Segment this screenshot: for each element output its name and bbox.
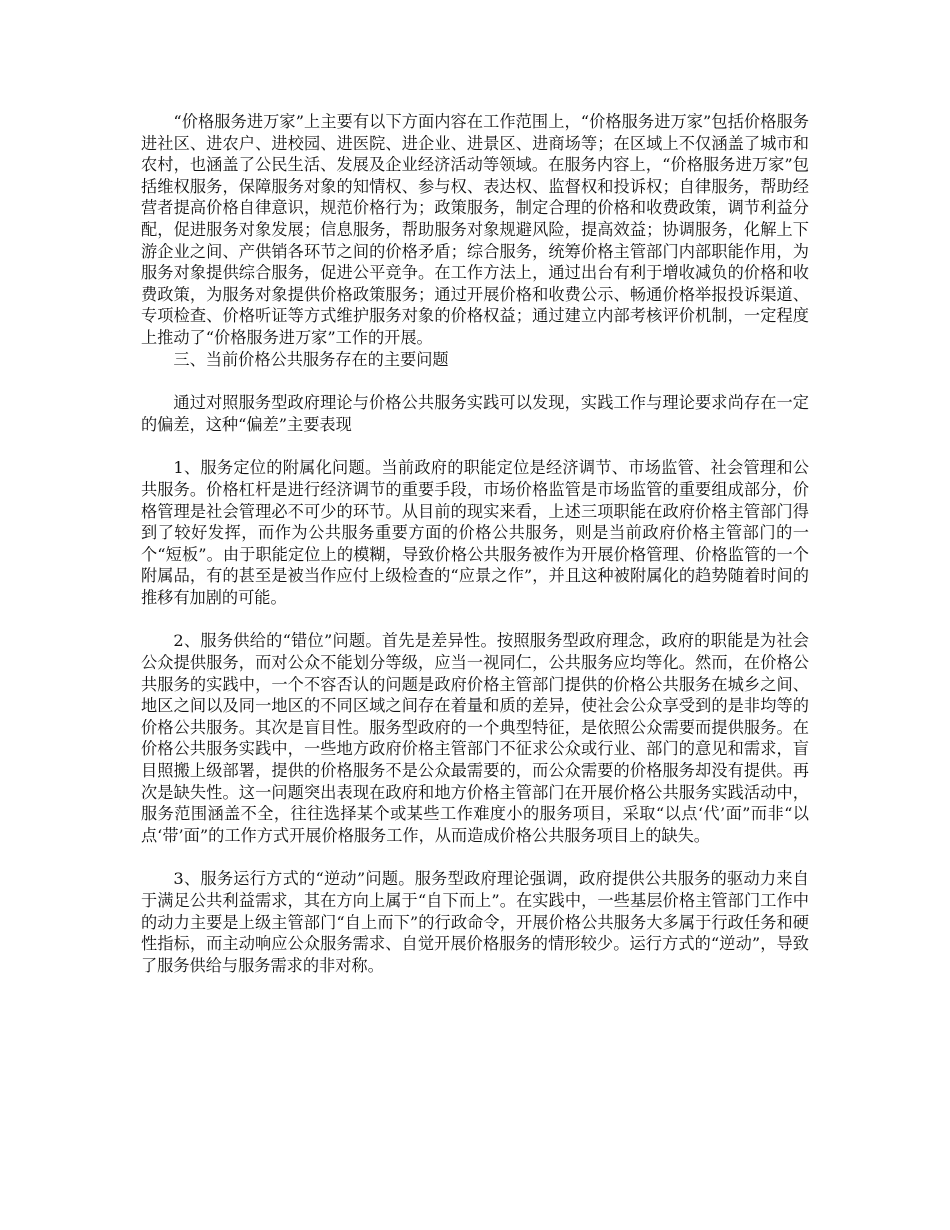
- paragraph-issue-2: 2、服务供给的“错位”问题。首先是差异性。按照服务型政府理念，政府的职能是为社会公众提供服务，而对公众不能划分等级，应当一视同仁，公共服务应均等化。然而，在价格公共服务的实践中，一个不容否认的问题是政府价格主管部门提供的价格公共服务在城乡之间、地区之间以及同一地区的不同区域之间存在着量和质的差异，使社会公众享受到的是非均等的价格公共服务。其次是盲目性。服务型政府的一个典型特征，是依照公众需要而提供服务。在价格公共服务实践中，一些地方政府价格主管部门不征求公众或行业、部门的意见和需求，盲目照搬上级部署，提供的价格服务不是公众最需要的，而公众需要的价格服务却没有提供。再次是缺失性。这一问题突出表现在政府和地方价格主管部门在开展价格公共服务实践活动中，服务范围涵盖不全，往往选择某个或某些工作难度小的服务项目，采取“以点‘代’面”而非“以点‘带’面”的工作方式开展价格服务工作，从而造成价格公共服务项目上的缺失。: [141, 631, 809, 845]
- section-heading-3: 三、当前价格公共服务存在的主要问题: [173, 349, 449, 369]
- paragraph-intro-deviation: 通过对照服务型政府理论与价格公共服务实践可以发现，实践工作与理论要求尚存在一定的偏差，这种“偏差”主要表现: [141, 393, 809, 434]
- paragraph-issue-1: 1、服务定位的附属化问题。当前政府的职能定位是经济调节、市场监管、社会管理和公共服务。价格杠杆是进行经济调节的重要手段，市场价格监管是市场监管的重要组成部分，价格管理是社会管理必不可少的环节。从目前的现实来看，上述三项职能在政府价格主管部门得到了较好发挥，而作为公共服务重要方面的价格公共服务，则是当前政府价格主管部门的一个“短板”。由于职能定位上的模糊，导致价格公共服务被作为开展价格管理、价格监管的一个附属品，有的甚至是被当作应付上级检查的“应景之作”，并且这种被附属化的趋势随着时间的推移有加剧的可能。: [141, 458, 809, 607]
- paragraph-issue-3: 3、服务运行方式的“逆动”问题。服务型政府理论强调，政府提供公共服务的驱动力来自于满足公共利益需求，其在方向上属于“自下而上”。在实践中，一些基层价格主管部门工作中的动力主要是上级主管部门“自上而下”的行政命令，开展价格公共服务大多属于行政任务和硬性指标，而主动响应公众服务需求、自觉开展价格服务的情形较少。运行方式的“逆动”，导致了服务供给与服务需求的非对称。: [141, 869, 809, 975]
- paragraph-service-scope: “价格服务进万家”上主要有以下方面内容在工作范围上，“价格服务进万家”包括价格服务进社区、进农户、进校园、进医院、进企业、进景区、进商场等；在区域上不仅涵盖了城市和农村，也涵盖了公民生活、发展及企业经济活动等领域。在服务内容上，“价格服务进万家”包括维权服务，保障服务对象的知情权、参与权、表达权、监督权和投诉权；自律服务，帮助经营者提高价格自律意识，规范价格行为；政策服务，制定合理的价格和收费政策，调节利益分配，促进服务对象发展；信息服务，帮助服务对象规避风险，提高效益；协调服务，化解上下游企业之间、产供销各环节之间的价格矛盾；综合服务，统筹价格主管部门内部职能作用，为服务对象提供综合服务，促进公平竞争。在工作方法上，通过出台有利于增收减负的价格和收费政策，为服务对象提供价格政策服务；通过开展价格和收费公示、畅通价格举报投诉渠道、专项检查、价格听证等方式维护服务对象的价格权益；通过建立内部考核评价机制，一定程度上推动了“价格服务进万家”工作的开展。: [141, 112, 809, 347]
- document-page: [141, 111, 809, 976]
